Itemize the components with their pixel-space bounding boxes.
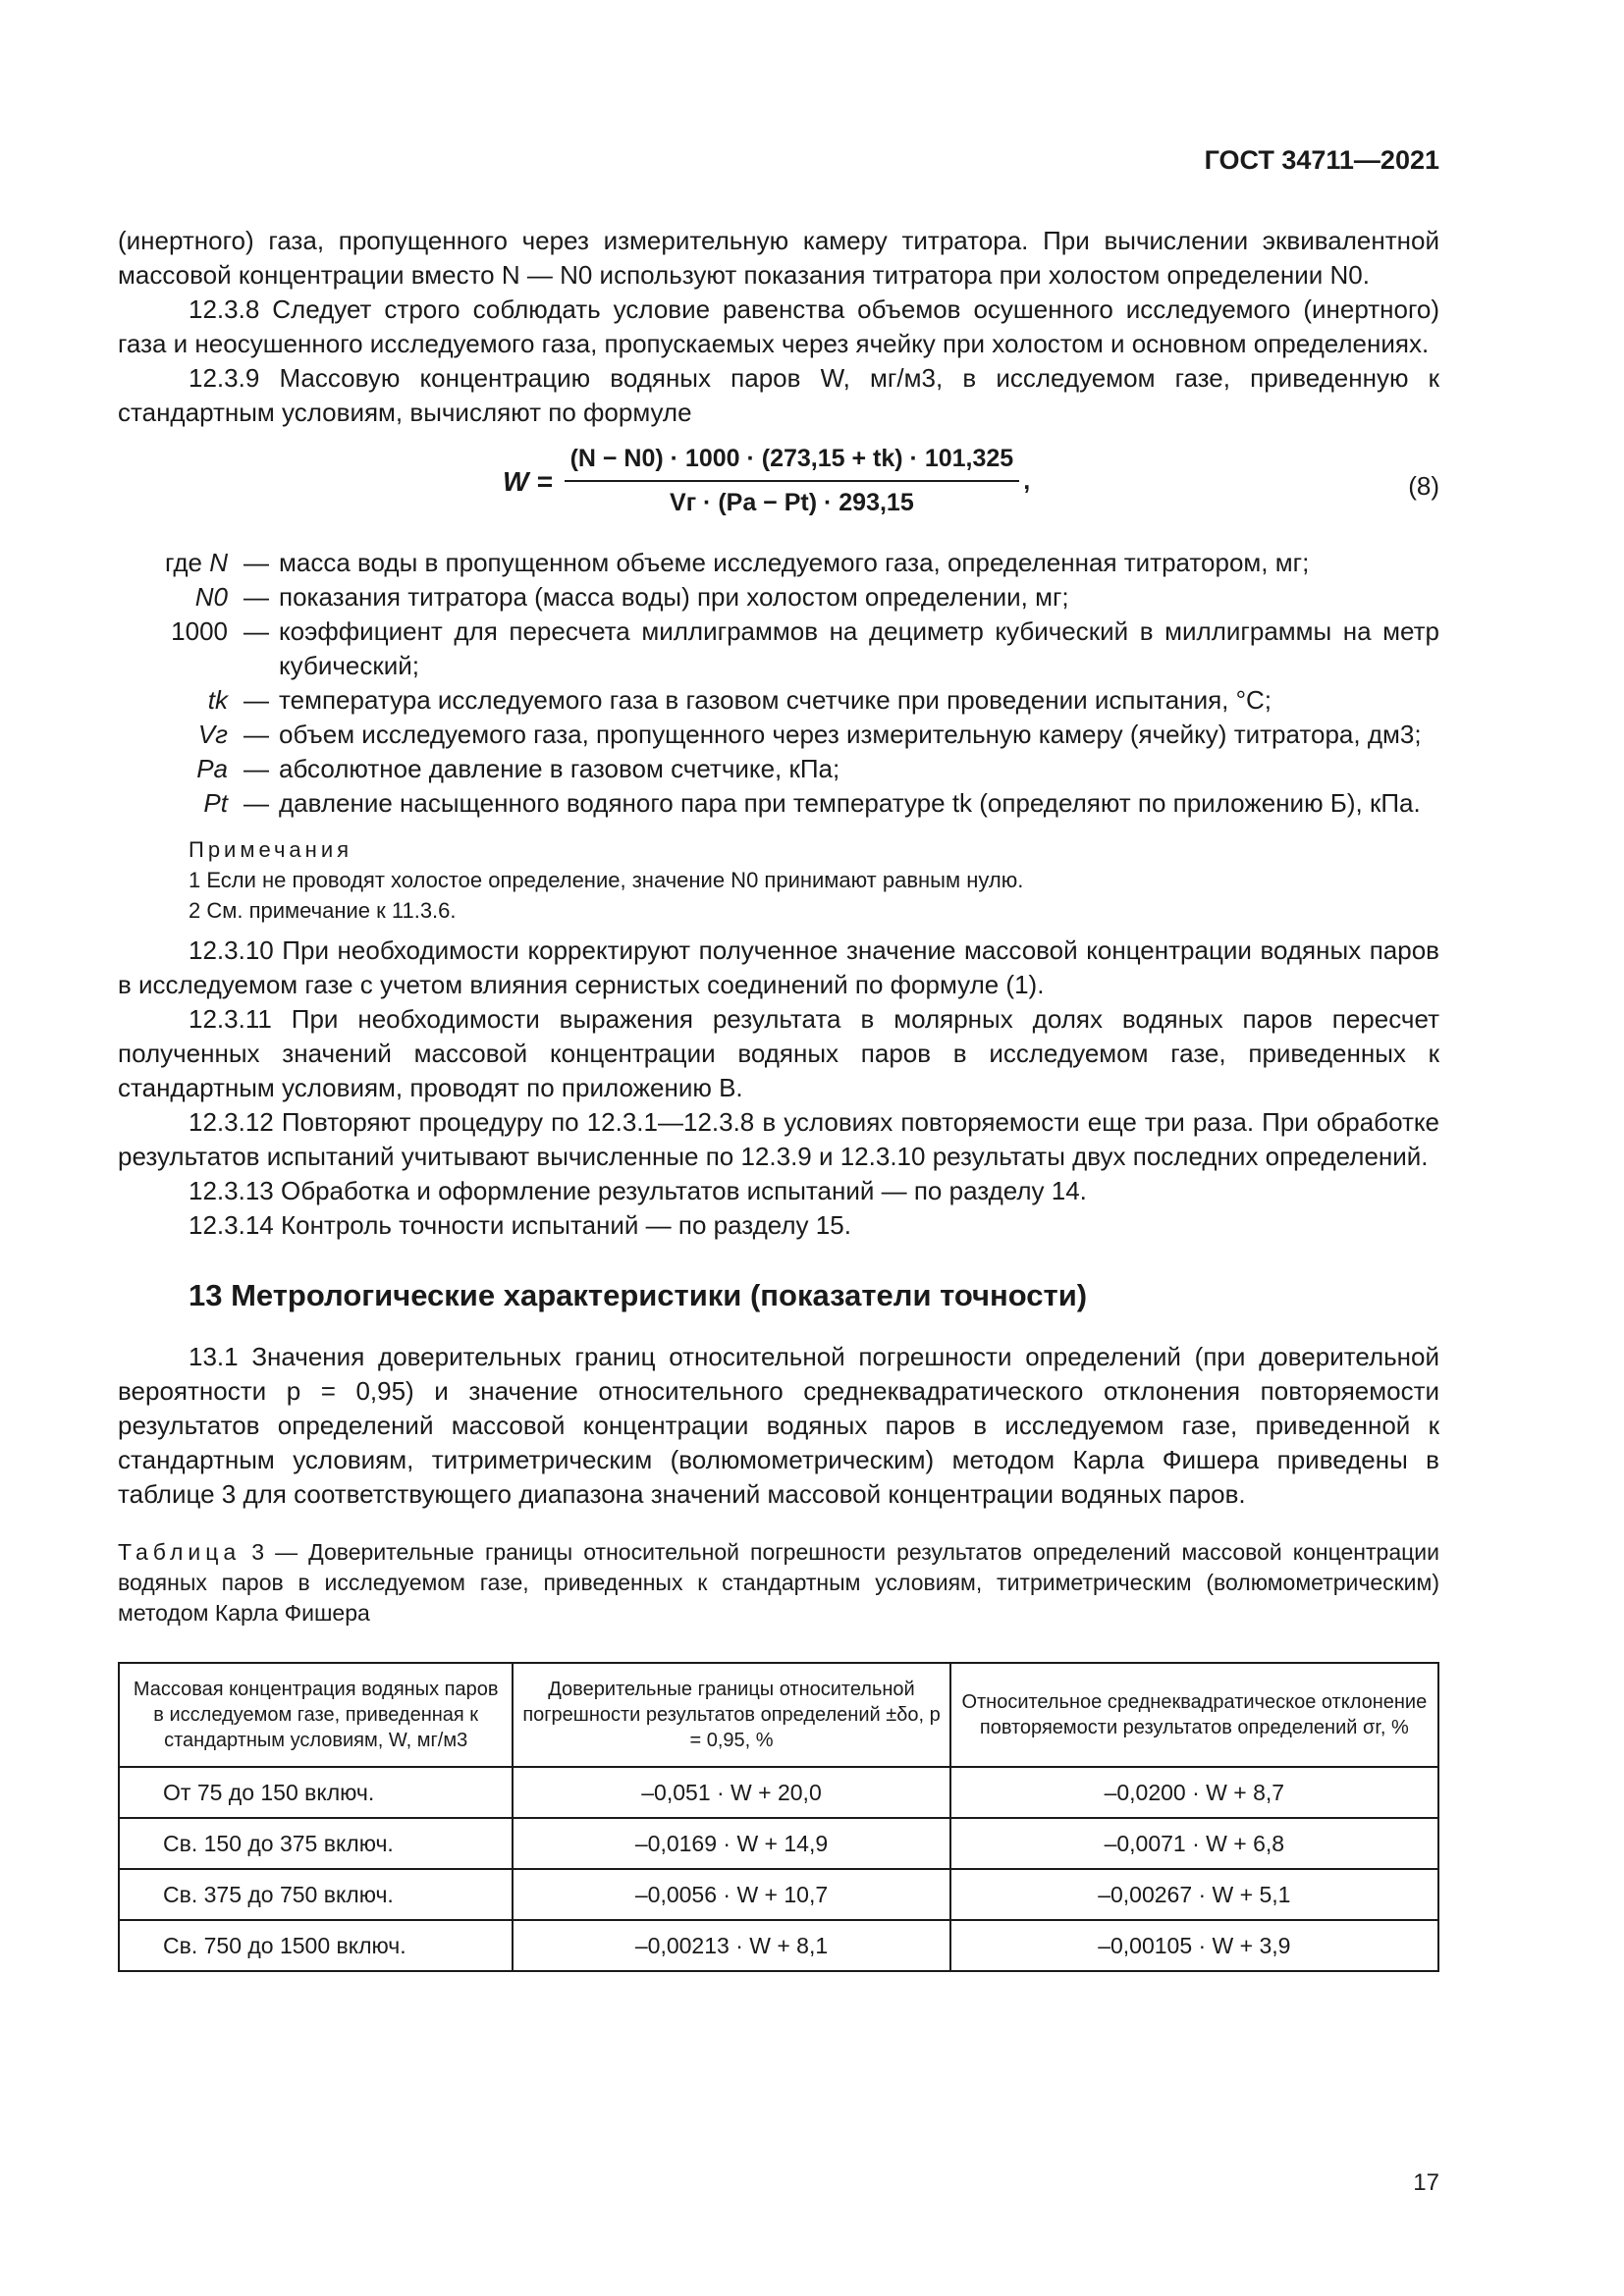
table-cell: От 75 до 150 включ. — [119, 1767, 513, 1818]
table-row — [119, 1920, 1438, 1971]
body-text — [118, 224, 1439, 1972]
table-row — [119, 1818, 1438, 1869]
notes-block — [189, 834, 1439, 926]
table-cell: Св. 150 до 375 включ. — [119, 1818, 513, 1869]
document-page — [118, 0, 1439, 2296]
table-caption-text: 3 — Доверительные границы относительной погрешности результатов определений массовой концентрации водяных паров в исследуемом газе, приведенных к стандартным условиям, титриметрическим (волюмометрическим) методом Карла Фишера — [118, 1539, 1439, 1626]
symbol-definitions — [118, 546, 1439, 821]
table-cell: –0,0071 · W + 6,8 — [950, 1818, 1438, 1869]
paragraph-12-3-12: 12.3.12 Повторяют процедуру по 12.3.1—12.3.8 в условиях повторяемости еще три раза. При обработке результатов испытаний учитывают вычисленные по 12.3.9 и 12.3.10 результаты двух последних определений. — [118, 1107, 1439, 1171]
dash: — — [244, 788, 269, 818]
table-caption-label: Таблица — [118, 1539, 242, 1565]
paragraph-13-1: 13.1 Значения доверительных границ относительной погрешности определений (при доверительной вероятности p = 0,95) и значение относительного среднеквадратического отклонения повторяемости результатов определений массовой концентрации водяных паров в исследуемом газе, приведенной к стандартным условиям, титриметрическим (волюмометрическим) методом Карла Фишера приведены в таблице 3 для соответствующего диапазона значений массовой концентрации водяных паров. — [118, 1342, 1439, 1509]
table-row — [119, 1767, 1438, 1818]
symbol: 1000 — [171, 616, 228, 646]
symbol: N0 — [194, 582, 228, 612]
formula-numerator: (N − N0) · 1000 · (273,15 + tk) · 101,325 — [565, 442, 1020, 482]
where-label-cell — [118, 546, 234, 580]
table-cell: Св. 750 до 1500 включ. — [119, 1920, 513, 1971]
formula-expression — [503, 442, 1030, 520]
note-item: 2 См. примечание к 11.3.6. — [189, 898, 457, 923]
symbol: Pt — [203, 788, 228, 818]
paragraph-12-3-14: 12.3.14 Контроль точности испытаний — по разделу 15. — [189, 1210, 851, 1240]
table-cell: –0,0200 · W + 8,7 — [950, 1767, 1438, 1818]
definition: коэффициент для пересчета миллиграммов на дециметр кубический в миллиграммы на метр кубический; — [279, 616, 1439, 680]
symbol: N — [209, 548, 228, 577]
definition: объем исследуемого газа, пропущенного через измерительную камеру (ячейку) титратора, дм3; — [279, 720, 1422, 749]
formula-8 — [118, 434, 1439, 542]
where-label: где — [165, 548, 202, 577]
definition: давление насыщенного водяного пара при температуре tk (определяют по приложению Б), кПа. — [279, 788, 1421, 818]
table-header-cell: Относительное среднеквадратическое отклонение повторяемости результатов определений σr, % — [950, 1663, 1438, 1767]
definition: абсолютное давление в газовом счетчике, кПа; — [279, 754, 840, 783]
paragraph-12-3-11: 12.3.11 При необходимости выражения результата в молярных долях водяных паров пересчет полученных значений массовой концентрации водяных паров в исследуемом газе, приведенных к стандартным условиям, проводят по приложению В. — [118, 1004, 1439, 1102]
table-cell: –0,0169 · W + 14,9 — [513, 1818, 949, 1869]
paragraph-12-3-10: 12.3.10 При необходимости корректируют полученное значение массовой концентрации водяных паров в исследуемом газе с учетом влияния сернистых соединений по формуле (1). — [118, 935, 1439, 999]
dash: — — [244, 685, 269, 715]
standard-header: ГОСТ 34711—2021 — [1204, 145, 1439, 175]
definition: температура исследуемого газа в газовом счетчике при проведении испытания, °С; — [279, 685, 1272, 715]
table-row — [119, 1869, 1438, 1920]
equation-number: (8) — [1408, 471, 1439, 501]
paragraph-12-3-13: 12.3.13 Обработка и оформление результатов испытаний — по разделу 14. — [189, 1176, 1087, 1205]
formula-fraction — [565, 442, 1020, 520]
table-cell: –0,0056 · W + 10,7 — [513, 1869, 949, 1920]
dash: — — [244, 754, 269, 783]
table-caption — [118, 1537, 1439, 1629]
definition: масса воды в пропущенном объеме исследуемого газа, определенная титратором, мг; — [279, 548, 1310, 577]
table-header-cell: Массовая концентрация водяных паров в исследуемом газе, приведенная к стандартным условиям, W, мг/м3 — [119, 1663, 513, 1767]
paragraph-12-3-9: 12.3.9 Массовую концентрацию водяных паров W, мг/м3, в исследуемом газе, приведенную к стандартным условиям, вычисляют по формуле — [118, 363, 1439, 427]
table-cell: Св. 375 до 750 включ. — [119, 1869, 513, 1920]
dash: — — [244, 582, 269, 612]
formula-lhs: W = — [503, 465, 553, 497]
symbol: Vг — [197, 720, 228, 749]
accuracy-table — [118, 1662, 1439, 1972]
symbol: Pa — [196, 754, 228, 783]
table-cell: –0,00267 · W + 5,1 — [950, 1869, 1438, 1920]
notes-title: Примечания — [189, 837, 353, 862]
dash: — — [244, 616, 269, 646]
dash: — — [244, 548, 269, 577]
note-item: 1 Если не проводят холостое определение, значение N0 принимают равным нулю. — [189, 868, 1024, 892]
table-cell: –0,00213 · W + 8,1 — [513, 1920, 949, 1971]
definition: показания титратора (масса воды) при холостом определении, мг; — [279, 582, 1069, 612]
paragraph-12-3-8: 12.3.8 Следует строго соблюдать условие равенства объемов осушенного исследуемого (инертного) газа и неосушенного исследуемого газа, пропускаемых через ячейку при холостом и основном определениях. — [118, 294, 1439, 358]
symbol: tk — [207, 685, 228, 715]
table-cell: –0,00105 · W + 3,9 — [950, 1920, 1438, 1971]
paragraph-intro: (инертного) газа, пропущенного через измерительную камеру титратора. При вычислении эквивалентной массовой концентрации вместо N — N0 используют показания титратора при холостом определении N0. — [118, 226, 1439, 290]
dash: — — [244, 720, 269, 749]
section-heading: 13 Метрологические характеристики (показатели точности) — [189, 1278, 1088, 1312]
page-number: 17 — [1413, 2169, 1439, 2196]
table-cell: –0,051 · W + 20,0 — [513, 1767, 949, 1818]
table-header-row — [119, 1663, 1438, 1767]
formula-denominator: Vг · (Pa − Pt) · 293,15 — [670, 489, 914, 516]
table-header-cell: Доверительные границы относительной погрешности результатов определений ±δо, p = 0,95, % — [513, 1663, 949, 1767]
formula-comma: , — [1023, 466, 1031, 495]
